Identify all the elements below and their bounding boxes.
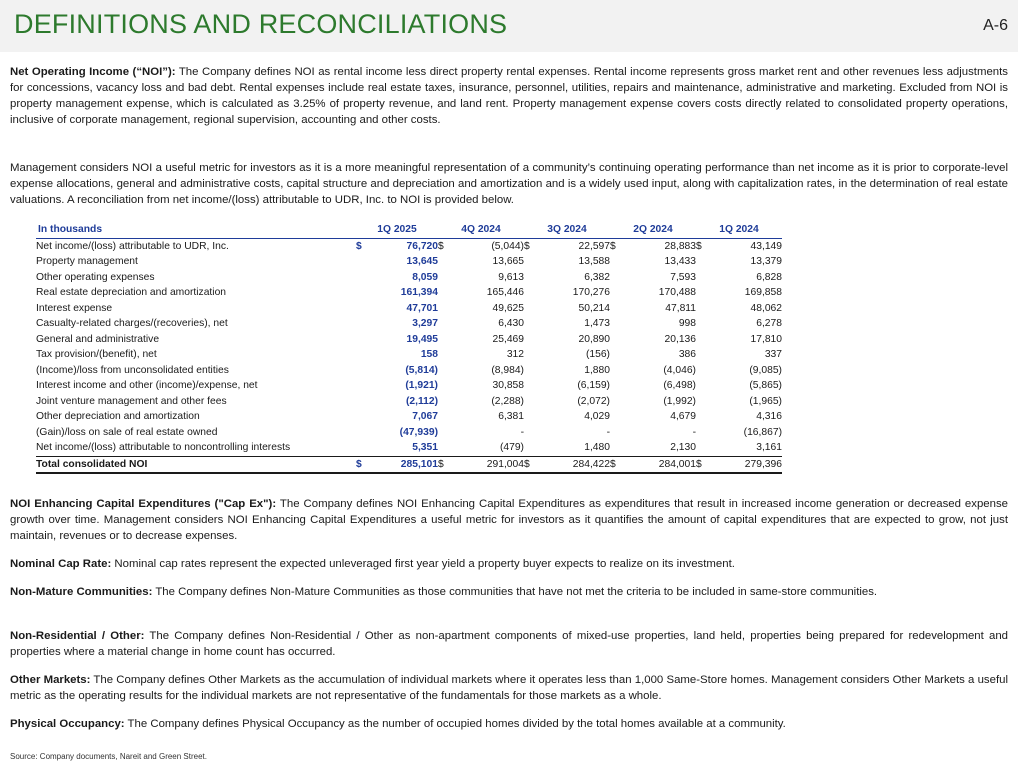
currency-symbol: $ <box>524 240 530 252</box>
currency-symbol: $ <box>438 240 444 252</box>
value-cell: 279,396 <box>708 456 782 473</box>
currency-symbol <box>610 363 622 379</box>
non-residential-definition <box>10 628 1008 660</box>
currency-symbol <box>438 254 450 270</box>
other-markets-definition <box>10 672 1008 704</box>
value-cell: 998 <box>678 318 696 330</box>
value-cell: - <box>606 426 610 438</box>
currency-symbol <box>524 285 536 301</box>
currency-symbol <box>438 409 450 425</box>
currency-symbol <box>610 332 622 348</box>
currency-symbol <box>610 254 622 270</box>
value-cell: 13,588 <box>578 256 610 268</box>
currency-symbol <box>524 378 536 394</box>
value-cell: 5,351 <box>412 442 438 454</box>
cap-rate-term: Nominal Cap Rate: <box>10 558 112 570</box>
currency-symbol <box>696 363 708 379</box>
value-cell: 170,276 <box>572 287 610 299</box>
value-cell: 158 <box>420 349 438 361</box>
table-row <box>36 363 782 379</box>
value-cell: 169,858 <box>744 287 782 299</box>
cap-rate-text: Nominal cap rates represent the expected unleveraged first year yield a property buyer expects to realize on its investment. <box>111 558 735 570</box>
noi-management-paragraph <box>10 160 1008 208</box>
period-header: 1Q 2025 <box>356 222 438 238</box>
currency-symbol <box>696 285 708 301</box>
period-header: 4Q 2024 <box>438 222 524 238</box>
value-cell: 9,613 <box>498 271 524 283</box>
value-cell: 20,136 <box>664 333 696 345</box>
non-residential-text: The Company defines Non-Residential / Other as non-apartment components of mixed-use properties, land held, properties being prepared for redevelopment and properties where a material change in home count has occurred. <box>10 630 1008 658</box>
table-body <box>36 238 782 473</box>
currency-symbol <box>696 316 708 332</box>
currency-symbol <box>610 378 622 394</box>
value-cell: - <box>692 426 696 438</box>
value-cell: (479) <box>499 442 524 454</box>
currency-symbol <box>524 332 536 348</box>
value-cell: - <box>520 426 524 438</box>
currency-symbol <box>610 316 622 332</box>
row-label: Net income/(loss) attributable to UDR, Inc. <box>36 240 229 252</box>
value-cell: 7,067 <box>412 411 438 423</box>
currency-symbol: $ <box>438 456 450 473</box>
table-row <box>36 409 782 425</box>
currency-symbol: $ <box>696 456 708 473</box>
value-cell: 6,381 <box>498 411 524 423</box>
currency-symbol <box>356 409 368 425</box>
table-row <box>36 440 782 456</box>
value-cell: 1,480 <box>584 442 610 454</box>
currency-symbol <box>524 363 536 379</box>
currency-symbol <box>438 347 450 363</box>
currency-symbol <box>696 394 708 410</box>
value-cell: 2,130 <box>670 442 696 454</box>
currency-symbol <box>610 285 622 301</box>
currency-symbol <box>438 378 450 394</box>
row-label: Real estate depreciation and amortization <box>36 287 227 299</box>
value-cell: 3,161 <box>756 442 782 454</box>
noi-term: Net Operating Income (“NOI”): <box>10 66 176 78</box>
row-label: Joint venture management and other fees <box>36 395 227 407</box>
source-note: Source: Company documents, Nareit and Green Street. <box>10 752 207 761</box>
value-cell: (156) <box>585 349 610 361</box>
row-label: Interest income and other (income)/expense, net <box>36 380 258 392</box>
currency-symbol <box>610 394 622 410</box>
value-cell: 6,828 <box>756 271 782 283</box>
currency-symbol <box>356 394 368 410</box>
value-cell: 161,394 <box>400 287 438 299</box>
cap-rate-definition <box>10 556 1008 572</box>
currency-symbol <box>356 378 368 394</box>
currency-symbol <box>696 347 708 363</box>
value-cell: 13,433 <box>664 256 696 268</box>
currency-symbol <box>610 425 622 441</box>
value-cell: 43,149 <box>750 240 782 252</box>
occupancy-term: Physical Occupancy: <box>10 718 125 730</box>
table-row <box>36 285 782 301</box>
value-cell: 1,473 <box>584 318 610 330</box>
row-label: Property management <box>36 256 138 268</box>
value-cell: 28,883 <box>664 240 696 252</box>
table-row <box>36 394 782 410</box>
value-cell: 6,430 <box>498 318 524 330</box>
currency-symbol <box>356 440 368 456</box>
currency-symbol <box>696 270 708 286</box>
value-cell: 13,645 <box>406 256 438 268</box>
value-cell: 19,495 <box>406 333 438 345</box>
capex-definition <box>10 496 1008 544</box>
value-cell: 49,625 <box>492 302 524 314</box>
value-cell: 291,004 <box>450 456 524 473</box>
currency-symbol <box>438 285 450 301</box>
currency-symbol <box>438 301 450 317</box>
currency-symbol <box>610 347 622 363</box>
value-cell: 7,593 <box>670 271 696 283</box>
non-mature-definition <box>10 584 1008 600</box>
currency-symbol <box>356 316 368 332</box>
value-cell: 76,720 <box>406 240 438 252</box>
value-cell: (6,159) <box>577 380 610 392</box>
currency-symbol <box>696 378 708 394</box>
period-header: 1Q 2024 <box>696 222 782 238</box>
currency-symbol <box>696 254 708 270</box>
value-cell: (2,112) <box>405 395 438 407</box>
non-mature-text: The Company defines Non-Mature Communities as those communities that have not met the criteria to be included in same-store communities. <box>152 586 878 598</box>
currency-symbol <box>438 394 450 410</box>
capex-text: The Company defines NOI Enhancing Capital Expenditures as expenditures that result in increased income generation or decreased expense growth over time. Management considers NOI Enhancing Capital Expenditures a useful metric for investors as it quantifies the amount of capital expenditures that are expected to grow, not just maintain, revenues or to decrease expenses. <box>10 498 1008 542</box>
value-cell: 13,379 <box>750 256 782 268</box>
table-row <box>36 254 782 270</box>
non-mature-term: Non-Mature Communities: <box>10 586 153 598</box>
row-label: Casualty-related charges/(recoveries), net <box>36 318 228 330</box>
currency-symbol <box>356 425 368 441</box>
row-label: Other operating expenses <box>36 271 155 283</box>
noi-definition <box>10 64 1008 128</box>
currency-symbol <box>438 363 450 379</box>
period-header: 2Q 2024 <box>610 222 696 238</box>
occupancy-text: The Company defines Physical Occupancy as the number of occupied homes divided by the total homes available at a community. <box>124 718 786 730</box>
currency-symbol <box>610 301 622 317</box>
currency-symbol <box>438 332 450 348</box>
currency-symbol <box>524 409 536 425</box>
capex-term: NOI Enhancing Capital Expenditures ("Cap Ex"): <box>10 498 277 510</box>
currency-symbol: $ <box>610 456 622 473</box>
value-cell: 6,382 <box>584 271 610 283</box>
currency-symbol <box>356 285 368 301</box>
currency-symbol <box>356 254 368 270</box>
value-cell: 50,214 <box>578 302 610 314</box>
currency-symbol <box>524 270 536 286</box>
value-cell: (1,992) <box>663 395 696 407</box>
value-cell: 285,101 <box>368 456 438 473</box>
currency-symbol <box>610 270 622 286</box>
table-row <box>36 316 782 332</box>
currency-symbol <box>356 347 368 363</box>
table-row <box>36 301 782 317</box>
value-cell: (1,965) <box>749 395 782 407</box>
value-cell: 4,679 <box>670 411 696 423</box>
value-cell: (9,085) <box>749 364 782 376</box>
value-cell: 22,597 <box>578 240 610 252</box>
currency-symbol <box>356 332 368 348</box>
currency-symbol <box>524 254 536 270</box>
row-label: Net income/(loss) attributable to noncontrolling interests <box>36 442 291 454</box>
table-row <box>36 378 782 394</box>
value-cell: 170,488 <box>658 287 696 299</box>
value-cell: 47,701 <box>406 302 438 314</box>
value-cell: 4,029 <box>584 411 610 423</box>
value-cell: (8,984) <box>491 364 524 376</box>
value-cell: 20,890 <box>578 333 610 345</box>
page-header <box>0 0 1018 52</box>
value-cell: 48,062 <box>750 302 782 314</box>
occupancy-definition <box>10 716 1008 732</box>
value-cell: (2,288) <box>491 395 524 407</box>
currency-symbol <box>438 270 450 286</box>
value-cell: 8,059 <box>412 271 438 283</box>
total-row <box>36 456 782 473</box>
currency-symbol <box>356 363 368 379</box>
currency-symbol <box>356 301 368 317</box>
currency-symbol <box>524 440 536 456</box>
value-cell: (5,814) <box>405 364 438 376</box>
value-cell: (16,867) <box>743 426 782 438</box>
period-header: 3Q 2024 <box>524 222 610 238</box>
currency-symbol <box>696 301 708 317</box>
row-label: Interest expense <box>36 302 113 314</box>
currency-symbol <box>696 409 708 425</box>
value-cell: (6,498) <box>663 380 696 392</box>
value-cell: 337 <box>764 349 782 361</box>
page-title: DEFINITIONS AND RECONCILIATIONS <box>14 9 508 39</box>
table-row <box>36 347 782 363</box>
currency-symbol <box>438 440 450 456</box>
value-cell: 13,665 <box>492 256 524 268</box>
value-cell: 25,469 <box>492 333 524 345</box>
value-cell: (5,044) <box>491 240 524 252</box>
currency-symbol: $ <box>696 240 702 252</box>
currency-symbol: $ <box>356 456 368 473</box>
value-cell: 1,880 <box>584 364 610 376</box>
row-label: General and administrative <box>36 333 160 345</box>
row-label: Tax provision/(benefit), net <box>36 349 157 361</box>
value-cell: 47,811 <box>665 302 696 314</box>
non-residential-term: Non-Residential / Other: <box>10 630 145 642</box>
value-cell: (2,072) <box>577 395 610 407</box>
value-cell: 4,316 <box>756 411 782 423</box>
value-cell: 284,422 <box>536 456 610 473</box>
currency-symbol <box>524 347 536 363</box>
currency-symbol <box>524 425 536 441</box>
currency-symbol <box>696 425 708 441</box>
table-row <box>36 425 782 441</box>
currency-symbol <box>438 425 450 441</box>
currency-symbol: $ <box>610 240 616 252</box>
currency-symbol <box>524 301 536 317</box>
header-label: In thousands <box>36 222 356 238</box>
value-cell: 284,001 <box>622 456 696 473</box>
currency-symbol <box>524 394 536 410</box>
page-number: A-6 <box>983 17 1008 34</box>
currency-symbol <box>696 332 708 348</box>
value-cell: 17,810 <box>750 333 782 345</box>
noi-mgmt-text: Management considers NOI a useful metric for investors as it is a more meaningful representation of a community’s continuing operating performance than net income as it is prior to corporate-level expense allocations, general and administrative costs, capital structure and depreciation and amortization and is a widely used input, along with capitalization rates, in the determination of real estate valuations. A reconciliation from net income/(loss) attributable to UDR, Inc. to NOI is provided below. <box>10 162 1008 206</box>
value-cell: 30,858 <box>492 380 524 392</box>
currency-symbol <box>610 440 622 456</box>
noi-reconciliation-table <box>36 222 782 474</box>
row-label: Total consolidated NOI <box>36 456 356 473</box>
table-row <box>36 332 782 348</box>
value-cell: 386 <box>678 349 696 361</box>
value-cell: (47,939) <box>399 426 438 438</box>
other-markets-text: The Company defines Other Markets as the accumulation of individual markets where it operates less than 1,000 Same-Store homes. Management considers Other Markets a useful metric as the operating results for the individual markets are not representative of the fundamentals for those markets as a whole. <box>10 674 1008 702</box>
currency-symbol <box>524 316 536 332</box>
value-cell: 3,297 <box>412 318 438 330</box>
noi-text: The Company defines NOI as rental income less direct property rental expenses. Rental income represents gross market rent and other revenues less adjustments for concessions, vacancy loss and bad debt. Rental expenses include real estate taxes, insurance, personnel, utilities, repairs and maintenance, administrative and marketing. Excluded from NOI is property management expense, which is calculated as 3.25% of property revenue, and land rent. Property management expense covers costs directly related to consolidated property operations, inclusive of corporate management, regional supervision, accounting and other costs. <box>10 66 1008 126</box>
table-row <box>36 238 782 254</box>
value-cell: (4,046) <box>663 364 696 376</box>
value-cell: (5,865) <box>749 380 782 392</box>
value-cell: 312 <box>506 349 524 361</box>
row-label: (Income)/loss from unconsolidated entities <box>36 364 229 376</box>
table-header-row <box>36 222 782 238</box>
table-row <box>36 270 782 286</box>
value-cell: 6,278 <box>756 318 782 330</box>
currency-symbol <box>696 440 708 456</box>
other-markets-term: Other Markets: <box>10 674 91 686</box>
currency-symbol <box>438 316 450 332</box>
currency-symbol: $ <box>356 240 362 252</box>
value-cell: (1,921) <box>405 380 438 392</box>
row-label: (Gain)/loss on sale of real estate owned <box>36 426 218 438</box>
row-label: Other depreciation and amortization <box>36 411 200 423</box>
value-cell: 165,446 <box>486 287 524 299</box>
currency-symbol <box>356 270 368 286</box>
currency-symbol <box>610 409 622 425</box>
currency-symbol: $ <box>524 456 536 473</box>
